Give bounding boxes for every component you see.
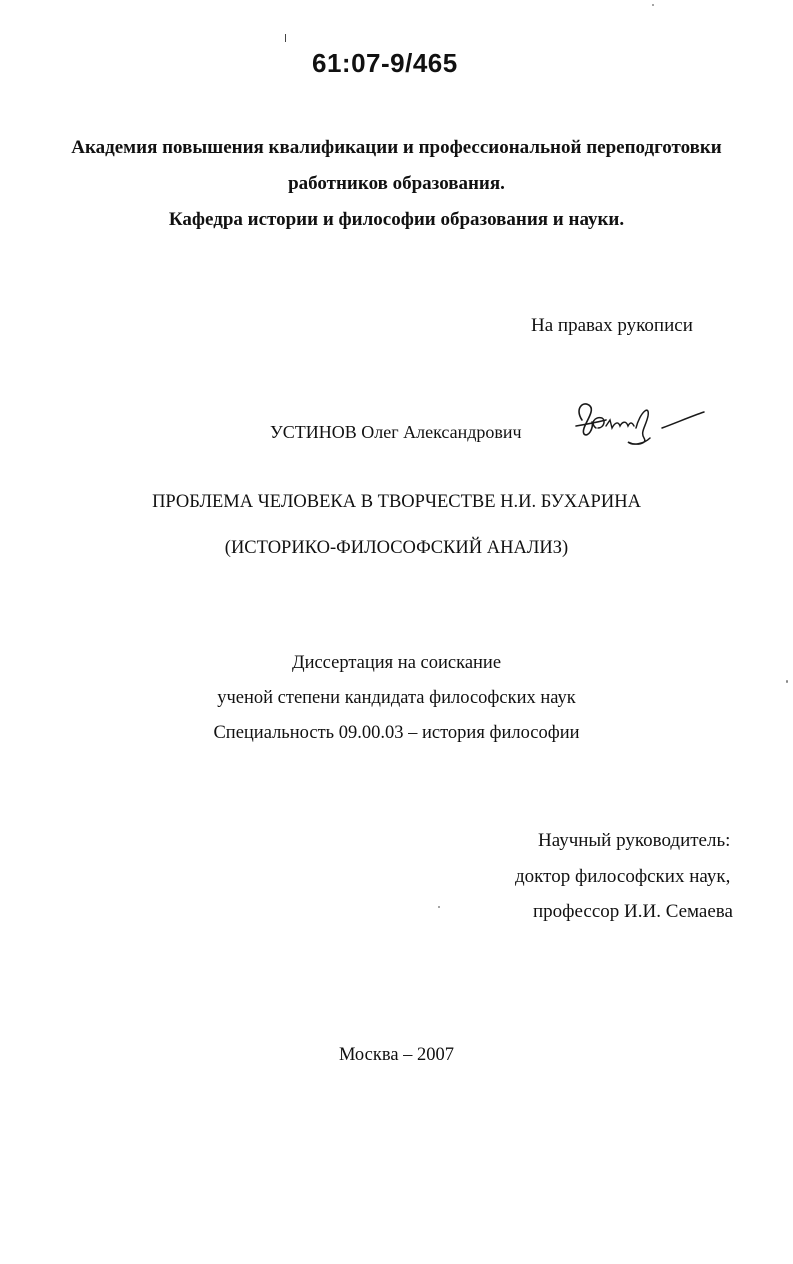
scan-speck: [438, 906, 440, 908]
dissertation-type: Диссертация на соискание: [291, 653, 502, 673]
catalog-number: 61:07-9/465: [312, 48, 458, 78]
academic-degree: ученой степени кандидата философских наук: [217, 688, 576, 708]
scan-speck: [786, 680, 788, 683]
supervisor-label: Научный руководитель:: [538, 830, 731, 851]
manuscript-note: На правах рукописи: [531, 315, 693, 336]
scan-mark: [285, 34, 286, 42]
supervisor-name: профессор И.И. Семаева: [533, 901, 733, 922]
dissertation-title-line-2: (ИСТОРИКО-ФИЛОСОФСКИЙ АНАЛИЗ): [224, 538, 569, 558]
scan-speck: [652, 4, 654, 6]
institution-line-1: Академия повышения квалификации и профессиональной переподготовки: [71, 137, 722, 158]
institution-line-2: работников образования.: [288, 173, 505, 194]
signature: [570, 398, 710, 458]
dissertation-title-line-1: ПРОБЛЕМА ЧЕЛОВЕКА В ТВОРЧЕСТВЕ Н.И. БУХАРИНА: [152, 492, 641, 512]
department-line: Кафедра истории и философии образования и науки.: [168, 209, 625, 230]
author-name: УСТИНОВ Олег Александрович: [270, 422, 522, 442]
city-year: Москва – 2007: [338, 1045, 455, 1065]
specialty: Специальность 09.00.03 – история философии: [213, 723, 580, 743]
supervisor-degree: доктор философских наук,: [515, 866, 731, 887]
